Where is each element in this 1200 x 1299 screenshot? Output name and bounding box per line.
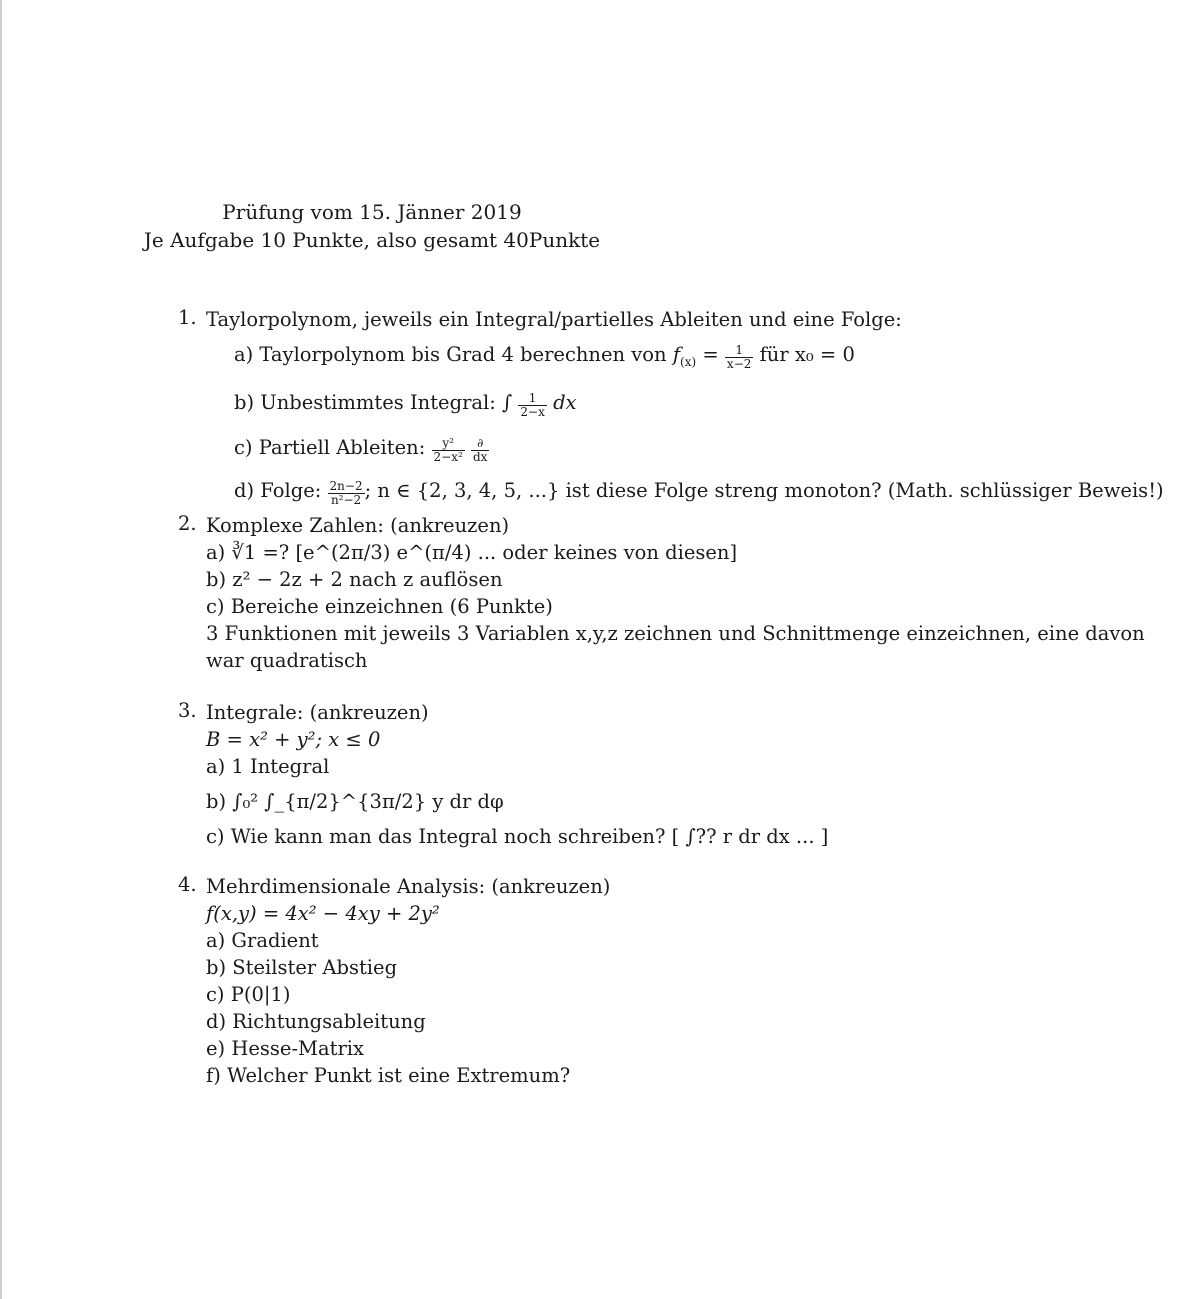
task-number: 3. (178, 699, 197, 722)
fraction (328, 480, 365, 507)
task-3a: a) 1 Integral (206, 755, 330, 778)
task-number: 1. (178, 306, 197, 329)
task-1b (234, 389, 1164, 419)
task-1d (234, 477, 1164, 507)
task-4-item: a) Gradient (206, 929, 319, 952)
task-1b-tail: dx (553, 390, 577, 414)
task-4-item: c) P(0|1) (206, 983, 291, 1006)
task-1c-text: c) Partiell Ableiten: (234, 435, 426, 459)
task-3-set: B = x² + y²; x ≤ 0 (206, 728, 381, 751)
task-3 (178, 699, 828, 850)
fraction-numerator: 1 (528, 390, 537, 405)
task-title: Taylorpolynom, jeweils ein Integral/partielles Ableiten und eine Folge: (206, 308, 902, 331)
task-2c: c) Bereiche einzeichnen (6 Punkte) (206, 595, 553, 618)
fraction-denominator: 2−x (520, 404, 545, 419)
task-4-function: f(x,y) = 4x² − 4xy + 2y² (206, 902, 440, 925)
exam-date-line: Prüfung vom 15. Jänner 2019 (222, 200, 522, 224)
fraction (518, 392, 546, 419)
fraction (725, 344, 753, 371)
fraction-denominator: n²−2 (328, 493, 365, 507)
equals-sign: = (696, 343, 725, 366)
task-1a (234, 341, 1164, 376)
fraction-denominator: dx (472, 449, 488, 464)
task-3b: b) ∫₀² ∫_{π/2}^{3π/2} y dr dφ (206, 790, 504, 813)
function-subscript: (x) (680, 354, 697, 369)
task-title: Integrale: (ankreuzen) (206, 701, 429, 724)
task-2 (178, 512, 1182, 674)
fraction-numerator: 1 (735, 343, 743, 357)
fraction-denominator: 2−x² (433, 449, 463, 464)
task-2b: b) z² − 2z + 2 nach z auflösen (206, 568, 503, 591)
exam-points-line: Je Aufgabe 10 Punkte, also gesamt 40Punkte (143, 228, 601, 252)
exam-header (2, 198, 742, 254)
task-title: Mehrdimensionale Analysis: (ankreuzen) (206, 875, 611, 898)
fraction-numerator: 2n−2 (329, 478, 363, 493)
fraction-numerator: y² (442, 435, 454, 450)
task-2a: a) ∛1 =? [e^(2π/3) e^(π/4) ... oder keines von diesen] (206, 541, 738, 564)
task-1c (234, 434, 1164, 464)
task-1 (178, 306, 1164, 507)
derivative-operator (471, 437, 489, 464)
task-2-extra: 3 Funktionen mit jeweils 3 Variablen x,y,z zeichnen und Schnittmenge einzeichnen, eine davon war quadratisch (206, 622, 1145, 672)
task-1a-text: a) Taylorpolynom bis Grad 4 berechnen von (234, 343, 667, 366)
task-4-item: b) Steilster Abstieg (206, 956, 398, 979)
task-title: Komplexe Zahlen: (ankreuzen) (206, 514, 510, 537)
fraction-numerator: ∂ (477, 435, 484, 450)
task-number: 4. (178, 873, 197, 896)
task-number: 2. (178, 512, 197, 535)
task-4-item: e) Hesse-Matrix (206, 1037, 365, 1060)
task-4 (178, 873, 610, 1089)
task-4-item: f) Welcher Punkt ist eine Extremum? (206, 1064, 571, 1087)
task-1a-tail: für x₀ = 0 (759, 343, 855, 366)
function-symbol: f (672, 343, 681, 366)
task-1d-text: d) Folge: (234, 478, 322, 502)
task-1d-tail: ; n ∈ {2, 3, 4, 5, ...} ist diese Folge streng monoton? (Math. schlüssiger Beweis!) (364, 478, 1164, 502)
fraction (432, 437, 465, 464)
fraction-denominator: x−2 (726, 357, 752, 371)
task-4-item: d) Richtungsableitung (206, 1010, 426, 1033)
task-1b-text: b) Unbestimmtes Integral: ∫ (234, 390, 513, 414)
task-3c: c) Wie kann man das Integral noch schreiben? [ ∫?? r dr dx ... ] (206, 825, 829, 848)
